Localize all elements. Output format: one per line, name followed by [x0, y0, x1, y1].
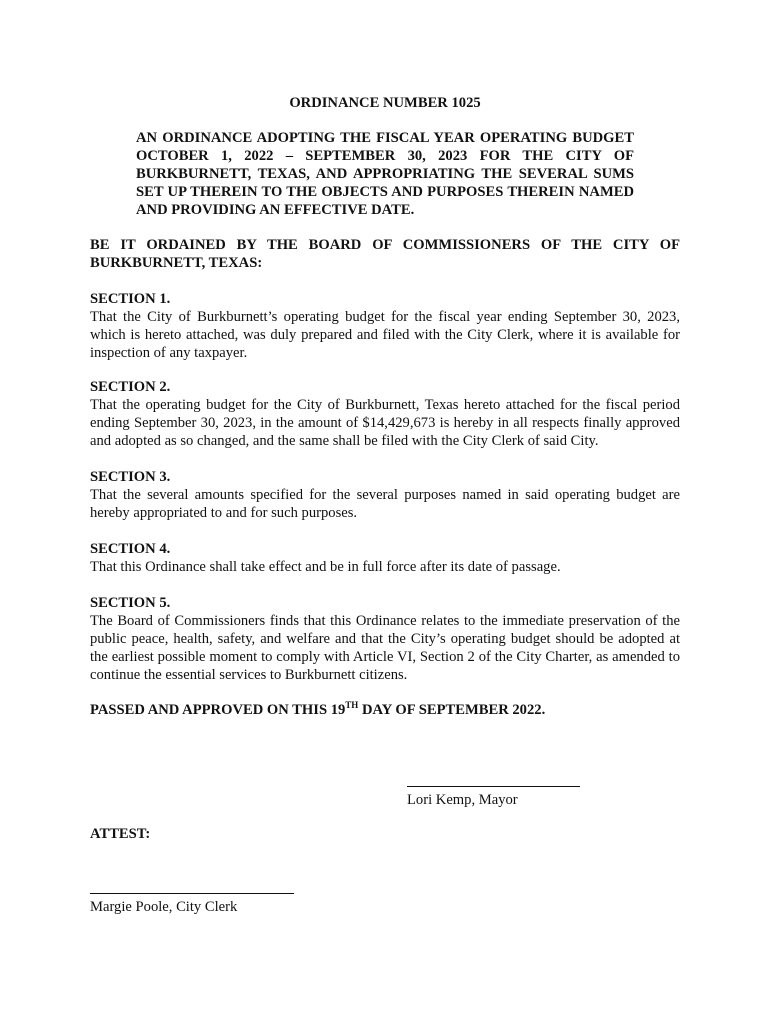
section-body: The Board of Commissioners finds that this Ordinance relates to the immediate preservation of the public peace, health, safety, and welfare and that the City’s operating budget should be adopted at the earliest possible moment to comply with Article VI, Section 2 of the City Charter, as amended to continue the essential services to Burkburnett citizens.	[90, 613, 680, 683]
ordinance-title: ORDINANCE NUMBER 1025	[289, 95, 481, 111]
section-1	[90, 290, 680, 362]
section-body: That the operating budget for the City of Burkburnett, Texas hereto attached for the fiscal period ending September 30, 2023, in the amount of $14,429,673 is hereby in all respects finally approved and adopted as so changed, and the same shall be filed with the City Clerk of said City.	[90, 397, 680, 449]
section-3	[90, 468, 680, 522]
ordain-clause: BE IT ORDAINED BY THE BOARD OF COMMISSIONERS OF THE CITY OF BURKBURNETT, TEXAS:	[90, 237, 680, 271]
passed-prefix: PASSED AND APPROVED ON THIS 19	[90, 702, 346, 718]
attest-label: ATTEST:	[90, 826, 151, 842]
passed-and-approved	[90, 701, 680, 719]
section-heading: SECTION 3.	[90, 469, 171, 485]
section-heading: SECTION 5.	[90, 595, 171, 611]
clerk-signature-line	[90, 893, 294, 894]
clerk-signature-name: Margie Poole, City Clerk	[90, 899, 238, 915]
mayor-signature-line	[407, 786, 580, 787]
section-2	[90, 378, 680, 450]
section-4	[90, 540, 680, 576]
section-heading: SECTION 1.	[90, 291, 171, 307]
section-body: That this Ordinance shall take effect and be in full force after its date of passage.	[90, 559, 561, 575]
ordinance-caption: AN ORDINANCE ADOPTING THE FISCAL YEAR OPERATING BUDGET OCTOBER 1, 2022 – SEPTEMBER 30, 2023 FOR THE CITY OF BURKBURNETT, TEXAS, AND APPROPRIATING THE SEVERAL SUMS SET UP THEREIN TO THE OBJECTS AND PURPOSES THEREIN NAMED AND PROVIDING AN EFFECTIVE DATE.	[136, 130, 634, 218]
section-heading: SECTION 4.	[90, 541, 171, 557]
section-heading: SECTION 2.	[90, 379, 171, 395]
mayor-signature-name: Lori Kemp, Mayor	[407, 792, 518, 808]
passed-ordinal-suffix: TH	[345, 700, 359, 710]
section-body: That the several amounts specified for the several purposes named in said operating budget are hereby appropriated to and for such purposes.	[90, 487, 680, 521]
passed-suffix: DAY OF SEPTEMBER 2022.	[358, 702, 546, 718]
section-body: That the City of Burkburnett’s operating budget for the fiscal year ending September 30, 2023, which is hereto attached, was duly prepared and filed with the City Clerk, where it is available for inspection of any taxpayer.	[90, 309, 680, 361]
section-5	[90, 594, 680, 684]
